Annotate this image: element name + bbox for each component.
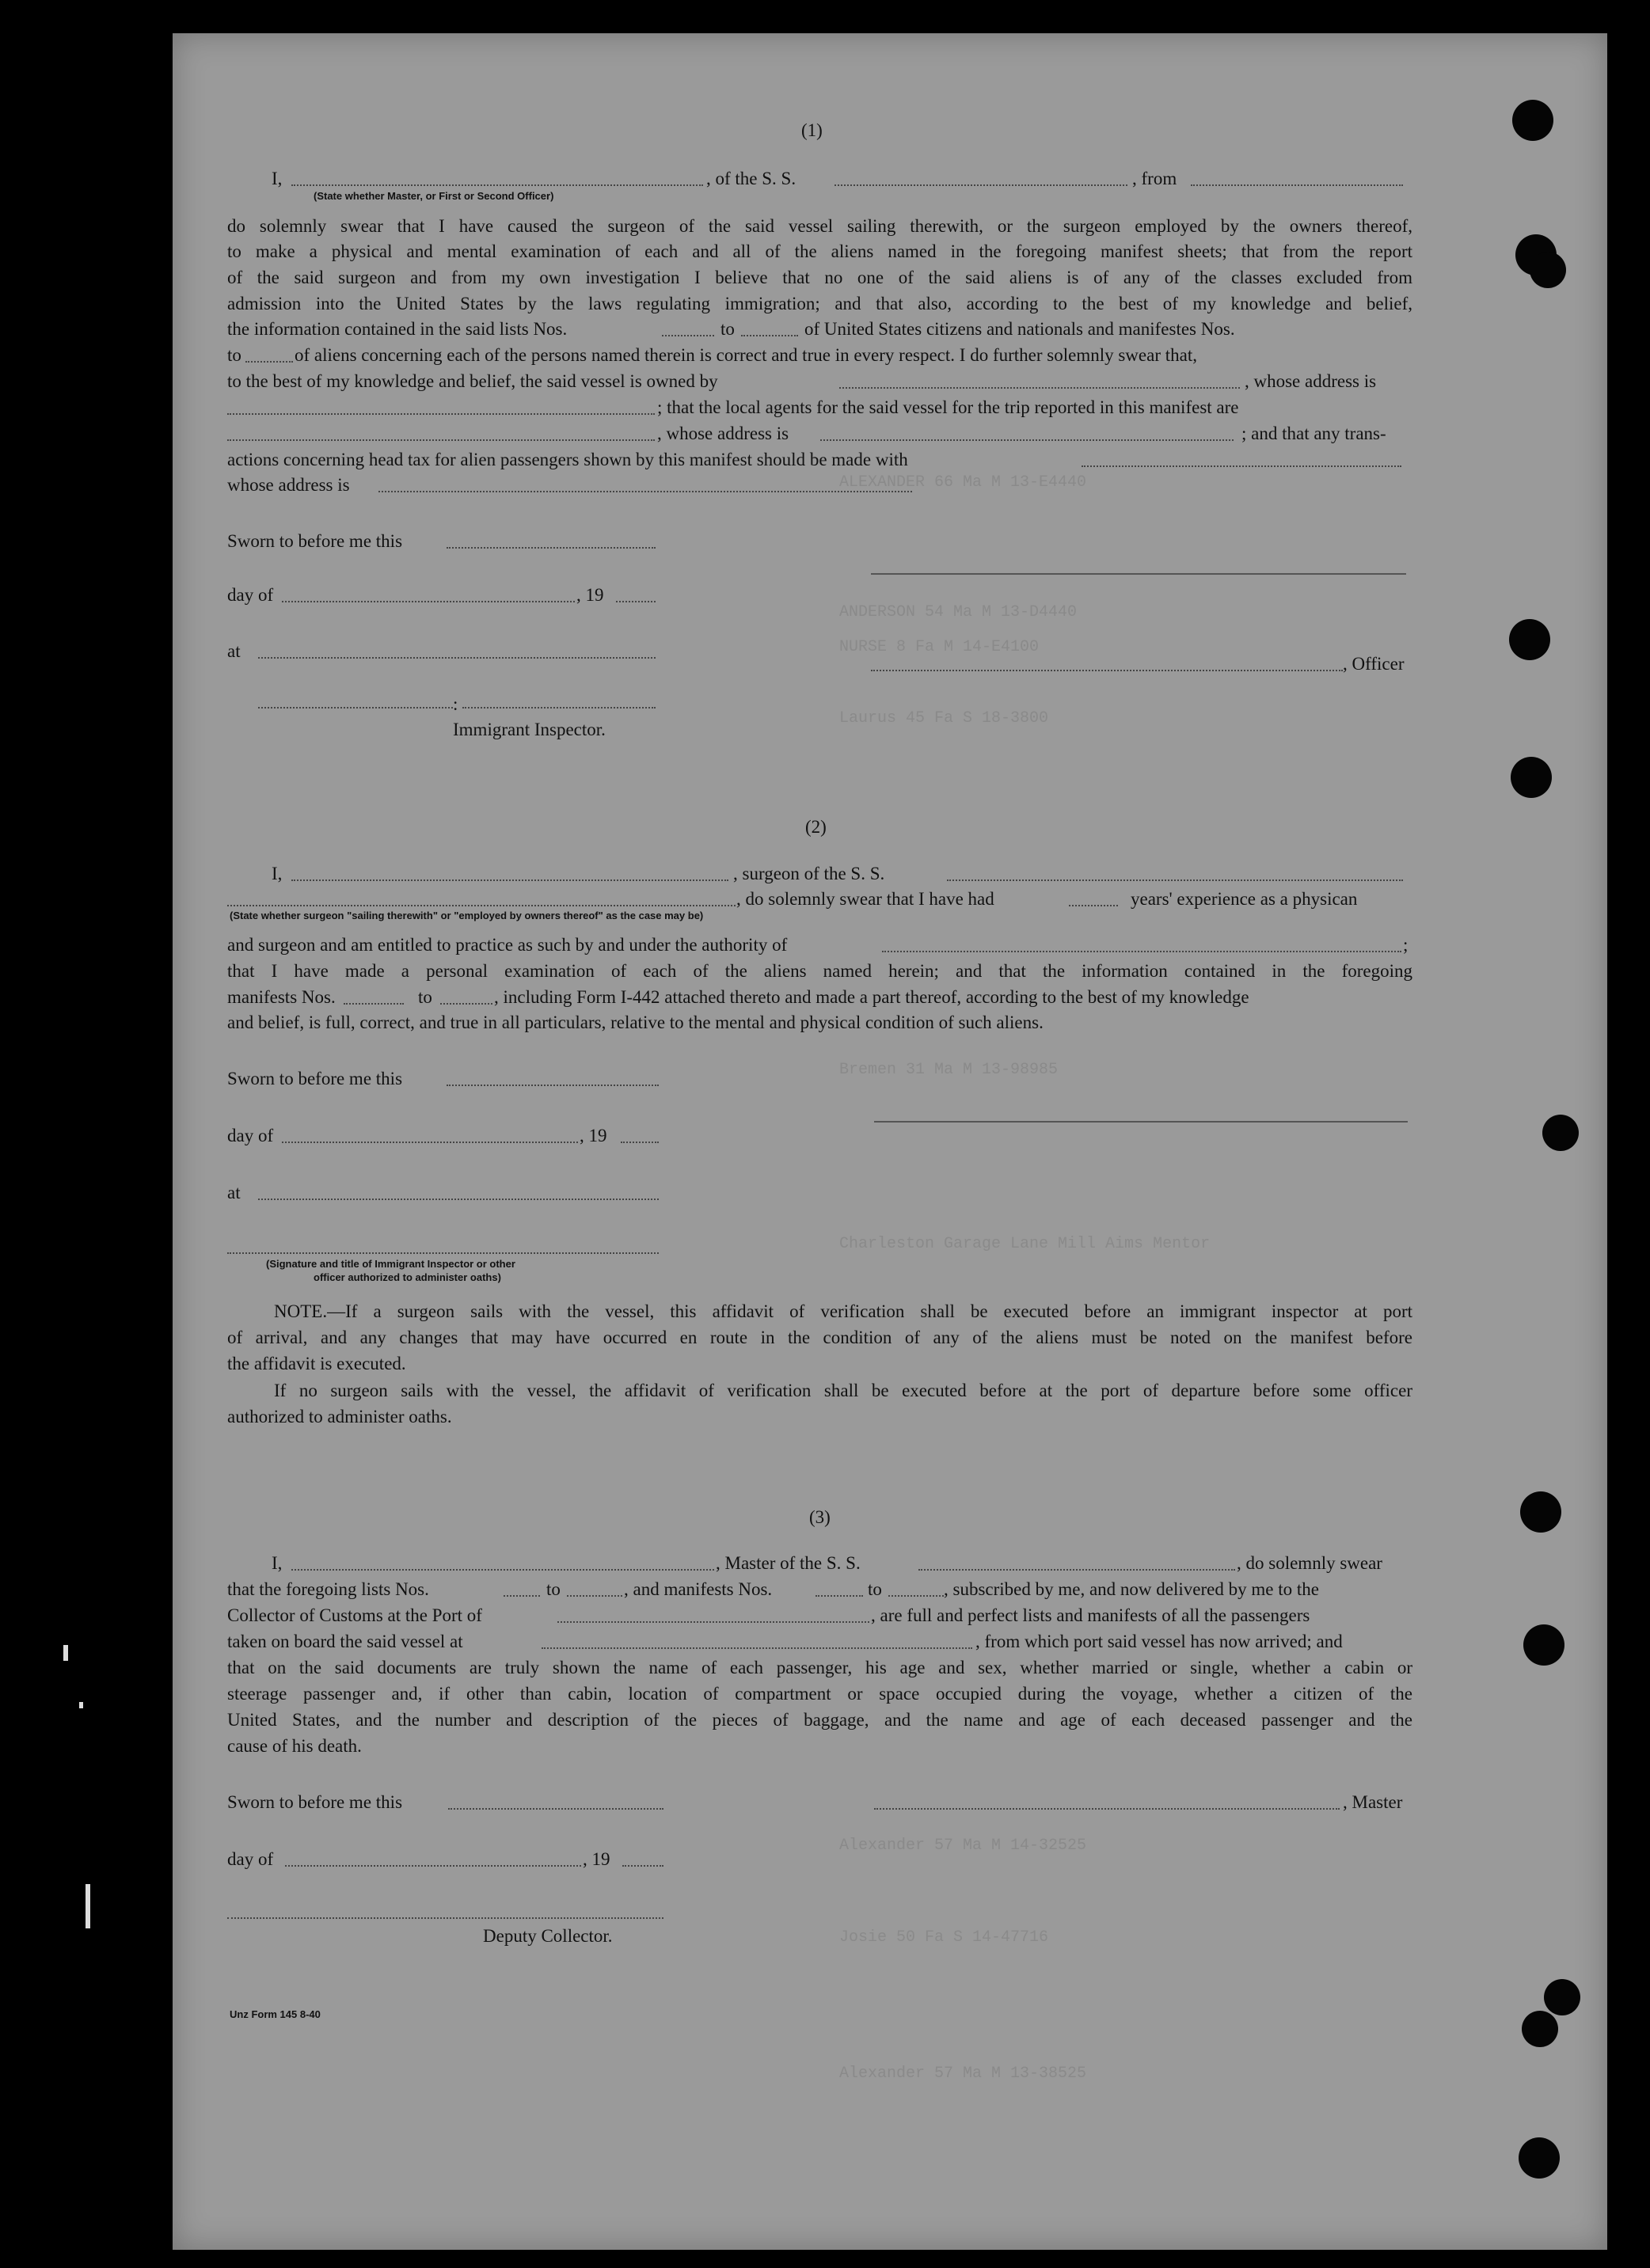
bleed-through-text: Josie 50 Fa S 14-47716: [839, 1928, 1049, 1947]
edge-mark: [79, 1702, 83, 1708]
s1-line9c: of United States citizens and nationals and manifestes Nos.: [804, 319, 1235, 339]
s3-deputy-label: Deputy Collector.: [483, 1926, 613, 1946]
s1-signature-line[interactable]: [871, 573, 1406, 575]
s1-year-field[interactable]: [616, 601, 656, 602]
s3-line4a: taken on board the said vessel at: [227, 1632, 463, 1651]
s1-line15: whose address is: [227, 475, 350, 495]
edge-mark: [63, 1645, 68, 1661]
head-tax-address-field[interactable]: [378, 491, 912, 492]
s2-at-place-field[interactable]: [258, 1199, 659, 1200]
s3-line2a: that the foregoing lists Nos.: [227, 1579, 429, 1599]
s1-line9b: to: [720, 319, 735, 339]
bleed-through-text: Bremen 31 Ma M 13-98985: [839, 1061, 1059, 1079]
s1-from-label: , from: [1132, 169, 1177, 188]
s1-inspector-sign-field[interactable]: [258, 707, 453, 709]
s2-day-month-field[interactable]: [282, 1142, 578, 1143]
s2-line5a: manifests Nos.: [227, 987, 336, 1007]
s3-day-month-field[interactable]: [285, 1865, 581, 1867]
s1-day-of-label: day of: [227, 585, 274, 605]
bleed-through-text: Laurus 45 Fa S 18-3800: [839, 709, 1049, 728]
punch-hole: [1542, 1115, 1579, 1151]
s2-at-label: at: [227, 1183, 241, 1202]
s2-day-of-label: day of: [227, 1126, 274, 1145]
alien-manifests-to-field[interactable]: [245, 361, 293, 363]
owner-address-field[interactable]: [227, 413, 655, 415]
s1-line14: actions concerning head tax for alien passengers shown by this manifest should be made with: [227, 450, 908, 469]
s1-line9a: the information contained in the said lists Nos.: [227, 319, 568, 339]
note-line-5: authorized to administer oaths.: [227, 1407, 452, 1427]
s3-lists-from-field[interactable]: [504, 1595, 540, 1597]
collector-port-field[interactable]: [557, 1621, 869, 1623]
s2-sig-note-1: (Signature and title of Immigrant Inspector or other: [266, 1258, 515, 1270]
s3-line3a: Collector of Customs at the Port of: [227, 1605, 482, 1625]
s2-year-field[interactable]: [621, 1142, 659, 1143]
s3-sworn-date-field[interactable]: [448, 1808, 663, 1810]
head-tax-contact-field[interactable]: [1082, 465, 1401, 467]
s3-text-line-8: cause of his death.: [227, 1736, 362, 1756]
s3-lists-to-field[interactable]: [567, 1595, 622, 1597]
s2-semicolon: ;: [1403, 935, 1409, 955]
form-identifier: Unz Form 145 8-40: [230, 2008, 321, 2020]
s2-line3: and surgeon and am entitled to practice as such by and under the authority of: [227, 935, 788, 955]
officer-note: (State whether Master, or First or Second Officer): [314, 190, 554, 202]
bleed-through-text: ALEXANDER 66 Ma M 13-E4440: [839, 473, 1087, 492]
s2-19-label: , 19: [580, 1126, 607, 1145]
punch-hole: [1530, 252, 1566, 288]
surgeon-name-field[interactable]: [291, 879, 728, 881]
bleed-through-text: Alexander 57 Ma M 14-32525: [839, 1837, 1087, 1855]
punch-hole: [1512, 100, 1553, 141]
master-name-field[interactable]: [291, 1569, 714, 1571]
s1-19-label: , 19: [576, 585, 604, 605]
citizen-lists-to-field[interactable]: [741, 335, 798, 336]
s3-line2c: , and manifests Nos.: [624, 1579, 773, 1599]
s3-master-sign-field[interactable]: [874, 1808, 1340, 1810]
s3-manifests-from-field[interactable]: [815, 1595, 863, 1597]
punch-hole: [1509, 619, 1550, 660]
s3-vessel-name-field[interactable]: [918, 1569, 1235, 1571]
s2-vessel-name-field[interactable]: [947, 879, 1403, 881]
s1-officer-label: , Officer: [1343, 654, 1405, 674]
s1-text-line-1: do solemnly swear that I have caused the surgeon of the said vessel sailing therewith, or the surgeon employed by the owners thereof,: [227, 216, 1412, 236]
s3-line2b: to: [546, 1579, 561, 1599]
punch-hole: [1511, 757, 1552, 798]
s3-master-label: , Master: [1343, 1792, 1403, 1812]
punch-hole: [1522, 2011, 1558, 2047]
boarding-port-field[interactable]: [542, 1647, 972, 1649]
s1-at-label: at: [227, 641, 241, 661]
section-2-number: (2): [805, 817, 827, 837]
s3-line2e: , subscribed by me, and now delivered by me to the: [944, 1579, 1319, 1599]
punch-hole: [1523, 1624, 1564, 1666]
s2-line2a: , do solemnly swear that I have had: [736, 889, 994, 909]
s3-text-line-6: steerage passenger and, if other than cabin, location of compartment or space occupied during the voyage, whether a citizen of the: [227, 1684, 1412, 1704]
vessel-owner-field[interactable]: [839, 387, 1240, 389]
s1-line10a: to: [227, 345, 241, 365]
edge-mark: [86, 1884, 90, 1928]
s1-of-ss-label: , of the S. S.: [706, 169, 796, 188]
s1-text-line-2: to make a physical and mental examination of each and all of the aliens named in the foregoing manifest sheets; that from the report: [227, 241, 1412, 261]
citizen-lists-from-field[interactable]: [662, 335, 714, 336]
s1-at-place-field[interactable]: [258, 657, 656, 659]
s1-inspector-sign-field-2[interactable]: [462, 707, 656, 709]
s1-line10b: of aliens concerning each of the persons named therein is correct and true in every respect. I do further solemnly swear that,: [295, 345, 1197, 365]
s2-text-line-4: that I have made a personal examination of each of the aliens named herein; and that the information contained in the foregoing: [227, 961, 1412, 981]
s3-line4b: , from which port said vessel has now arrived; and: [975, 1632, 1343, 1651]
s2-sworn-date-field[interactable]: [447, 1085, 659, 1086]
s1-inspector-label: Immigrant Inspector.: [453, 720, 606, 739]
agents-address-field[interactable]: [820, 439, 1234, 441]
s2-line5c: , including Form I-442 attached thereto and made a part thereof, according to the best of my knowledge: [494, 987, 1249, 1007]
s1-line13a: , whose address is: [657, 424, 789, 443]
s1-sworn-date-field[interactable]: [447, 547, 656, 549]
s2-signature-line[interactable]: [874, 1121, 1408, 1123]
punch-hole: [1519, 2137, 1560, 2179]
bleed-through-text: Alexander 57 Ma M 13-38525: [839, 2065, 1087, 2083]
s3-master-of-ss: , Master of the S. S.: [716, 1553, 861, 1573]
local-agents-field[interactable]: [227, 439, 655, 441]
s1-colon: :: [453, 694, 458, 714]
s1-line12: ; that the local agents for the said vessel for the trip reported in this manifest are: [657, 397, 1239, 417]
s2-sig-note-2: officer authorized to administer oaths): [314, 1271, 501, 1283]
s1-day-month-field[interactable]: [282, 601, 575, 602]
note-line-4: If no surgeon sails with the vessel, the affidavit of verification shall be executed before at the port of departure before some officer: [274, 1381, 1412, 1400]
note-line-2: of arrival, and any changes that may have occurred en route in the condition of any of the aliens must be noted on the manifest before: [227, 1328, 1412, 1347]
section-1-number: (1): [801, 120, 823, 140]
bleed-through-text: ANDERSON 54 Ma M 13-D4440: [839, 603, 1078, 621]
surgeon-type-field[interactable]: [227, 905, 736, 906]
s2-surgeon-of-ss: , surgeon of the S. S.: [733, 864, 885, 883]
s1-sworn-label: Sworn to before me this: [227, 531, 403, 551]
s3-i-label: I,: [272, 1553, 283, 1573]
surgeon-note: (State whether surgeon "sailing therewith" or "employed by owners thereof" as the case may be): [230, 910, 704, 921]
vessel-name-field[interactable]: [835, 184, 1127, 186]
bleed-through-text: Charleston Garage Lane Mill Aims Mentor: [839, 1235, 1211, 1253]
s3-19-label: , 19: [583, 1849, 610, 1869]
authority-field[interactable]: [882, 951, 1401, 952]
note-line-3: the affidavit is executed.: [227, 1354, 406, 1373]
note-line-1: NOTE.—If a surgeon sails with the vessel, this affidavit of verification shall be executed before an immigrant inspector at port: [274, 1301, 1412, 1321]
punch-hole: [1544, 1979, 1580, 2015]
section-3-number: (3): [809, 1507, 831, 1527]
s3-year-field[interactable]: [622, 1865, 663, 1867]
s2-line5b: to: [418, 987, 432, 1007]
s3-deputy-sign-field[interactable]: [227, 1917, 663, 1919]
s3-day-of-label: day of: [227, 1849, 274, 1869]
s1-line11b: , whose address is: [1245, 371, 1377, 391]
s3-line2d: to: [868, 1579, 882, 1599]
s1-line13b: ; and that any trans-: [1241, 424, 1386, 443]
s2-inspector-sign-field[interactable]: [227, 1252, 659, 1254]
s2-manifests-from-field[interactable]: [344, 1003, 404, 1005]
s1-officer-sign-field[interactable]: [871, 670, 1343, 671]
s3-sworn-label: Sworn to before me this: [227, 1792, 403, 1812]
s2-line2b: years' experience as a physican: [1131, 889, 1358, 909]
s3-solemnly: , do solemnly swear: [1237, 1553, 1382, 1573]
s1-i-label: I,: [272, 169, 283, 188]
officer-name-field[interactable]: [291, 184, 703, 186]
s3-text-line-5: that on the said documents are truly shown the name of each passenger, his age and sex, whether married or single, whether a cabin or: [227, 1658, 1412, 1677]
s2-manifests-to-field[interactable]: [440, 1003, 492, 1005]
s2-sworn-label: Sworn to before me this: [227, 1069, 403, 1088]
years-experience-field[interactable]: [1069, 905, 1118, 906]
s1-line11a: to the best of my knowledge and belief, the said vessel is owned by: [227, 371, 718, 391]
s3-manifests-to-field[interactable]: [888, 1595, 944, 1597]
bleed-through-text: NURSE 8 Fa M 14-E4100: [839, 638, 1040, 656]
s1-text-line-3: of the said surgeon and from my own investigation I believe that no one of the said aliens is of any of the classes excluded from: [227, 268, 1412, 287]
s3-line3b: , are full and perfect lists and manifests of all the passengers: [871, 1605, 1310, 1625]
s1-text-line-4: admission into the United States by the laws regulating immigration; and that also, according to the best of my knowledge and belief,: [227, 294, 1412, 313]
s3-text-line-7: United States, and the number and description of the pieces of baggage, and the name and age of each deceased passenger and the: [227, 1710, 1412, 1730]
s2-line6: and belief, is full, correct, and true in all particulars, relative to the mental and physical condition of such aliens.: [227, 1012, 1044, 1032]
punch-hole: [1520, 1491, 1561, 1533]
from-port-field[interactable]: [1191, 184, 1403, 186]
s2-i-label: I,: [272, 864, 283, 883]
